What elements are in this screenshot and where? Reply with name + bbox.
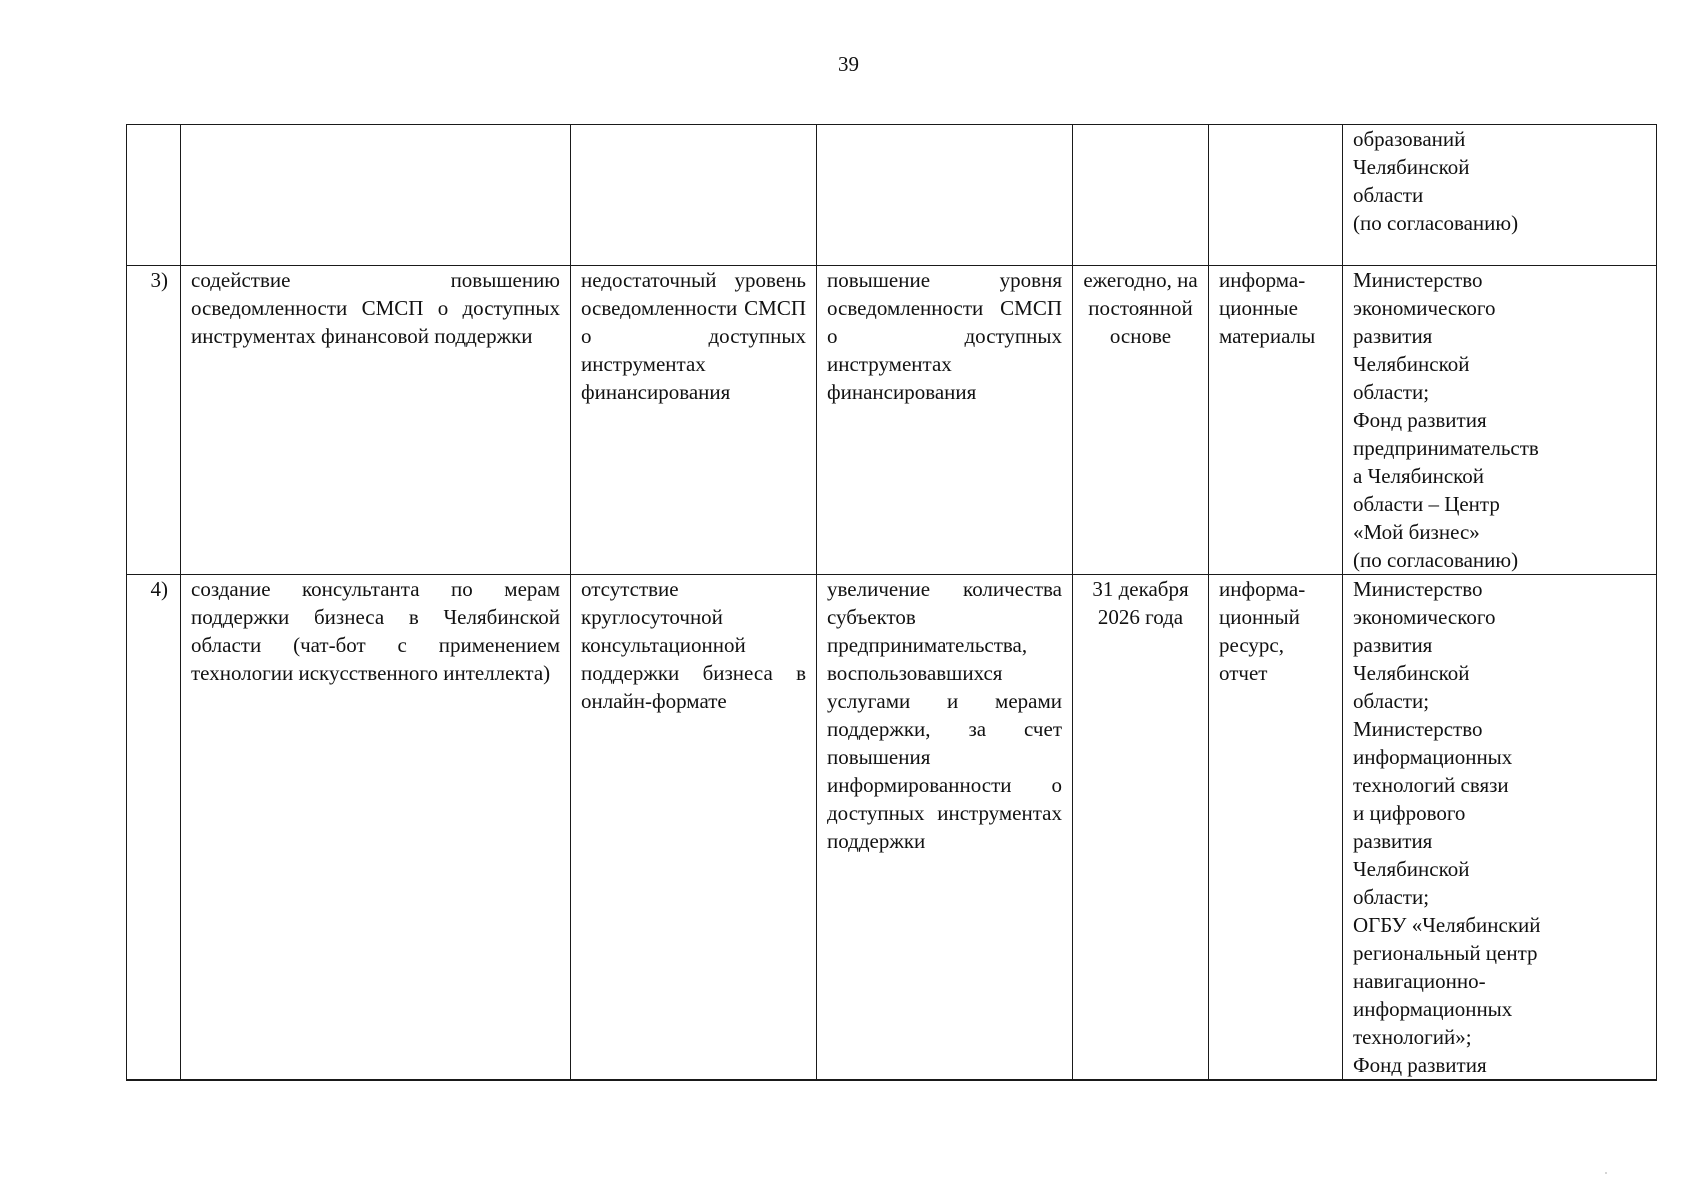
executor-line: технологий»; [1353, 1025, 1472, 1049]
term-cell: ежегодно, на постоянной основе [1073, 266, 1209, 575]
table-row-continuation [127, 125, 1657, 266]
term-cell: 31 декабря 2026 года [1073, 575, 1209, 1081]
executors-cell [1343, 125, 1657, 266]
problem-cell: недостаточный уровень осведомленности СМСП о доступных инструментах финансирования [571, 266, 817, 575]
executor-line: экономического [1353, 605, 1496, 629]
executor-line: развития [1353, 829, 1433, 853]
executor-line: региональный центр [1353, 941, 1538, 965]
row-number: 3) [127, 266, 181, 575]
executor-line: Министерство [1353, 717, 1483, 741]
form-cell: информа-ционный ресурс, отчет [1209, 575, 1343, 1081]
problem-cell: отсутствие круглосуточной консультационной поддержки бизнеса в онлайн-формате [571, 575, 817, 1081]
executor-line: Челябинской [1353, 661, 1470, 685]
measure-cell: создание консультанта по мерам поддержки бизнеса в Челябинской области (чат-бот с применением технологии искусственного интеллекта) [181, 575, 571, 1081]
form-cell [1209, 125, 1343, 266]
executor-line: области; [1353, 380, 1430, 404]
executor-line: экономического [1353, 296, 1496, 320]
executors-cell [1343, 575, 1657, 1081]
row-number [127, 125, 181, 266]
executor-line: (по согласованию) [1353, 211, 1519, 235]
scan-speck [1605, 1172, 1607, 1174]
executor-line: предпринимательств [1353, 436, 1539, 460]
table-row-3 [127, 266, 1657, 575]
executor-line: Министерство [1353, 577, 1483, 601]
measures-table [126, 124, 1657, 1081]
executor-line: а Челябинской [1353, 464, 1485, 488]
executor-line: Фонд развития [1353, 1053, 1487, 1077]
result-cell: увеличение количества субъектов предпринимательства, воспользовавшихся услугами и мерами поддержки, за счет повышения информированности о доступных инструментах поддержки [817, 575, 1073, 1081]
executor-line: Челябинской [1353, 857, 1470, 881]
row-number: 4) [127, 575, 181, 1081]
executor-line: образований [1353, 127, 1466, 151]
executor-line: (по согласованию) [1353, 548, 1519, 572]
executor-line: области; [1353, 885, 1430, 909]
executor-line: информационных [1353, 745, 1513, 769]
executor-line: Фонд развития [1353, 408, 1487, 432]
executor-line: области; [1353, 689, 1430, 713]
executors-cell [1343, 266, 1657, 575]
form-cell: информа-ционные материалы [1209, 266, 1343, 575]
executor-line: Челябинской [1353, 352, 1470, 376]
executor-line: развития [1353, 324, 1433, 348]
executor-line: технологий связи [1353, 773, 1509, 797]
executor-line: «Мой бизнес» [1353, 520, 1480, 544]
executor-line: Министерство [1353, 268, 1483, 292]
executor-line: Челябинской [1353, 155, 1470, 179]
executor-line: ОГБУ «Челябинский [1353, 913, 1541, 937]
executor-line: развития [1353, 633, 1433, 657]
executor-line: информационных [1353, 997, 1513, 1021]
table-row-4 [127, 575, 1657, 1081]
executor-line: и цифрового [1353, 801, 1466, 825]
measure-cell [181, 125, 571, 266]
executor-line: области – Центр [1353, 492, 1500, 516]
problem-cell [571, 125, 817, 266]
executor-line: области [1353, 183, 1424, 207]
measure-cell: содействие повышению осведомленности СМСП о доступных инструментах финансовой поддержки [181, 266, 571, 575]
result-cell [817, 125, 1073, 266]
result-cell: повышение уровня осведомленности СМСП о доступных инструментах финансирования [817, 266, 1073, 575]
page-number: 39 [838, 52, 859, 76]
term-cell [1073, 125, 1209, 266]
executor-line: навигационно- [1353, 969, 1486, 993]
